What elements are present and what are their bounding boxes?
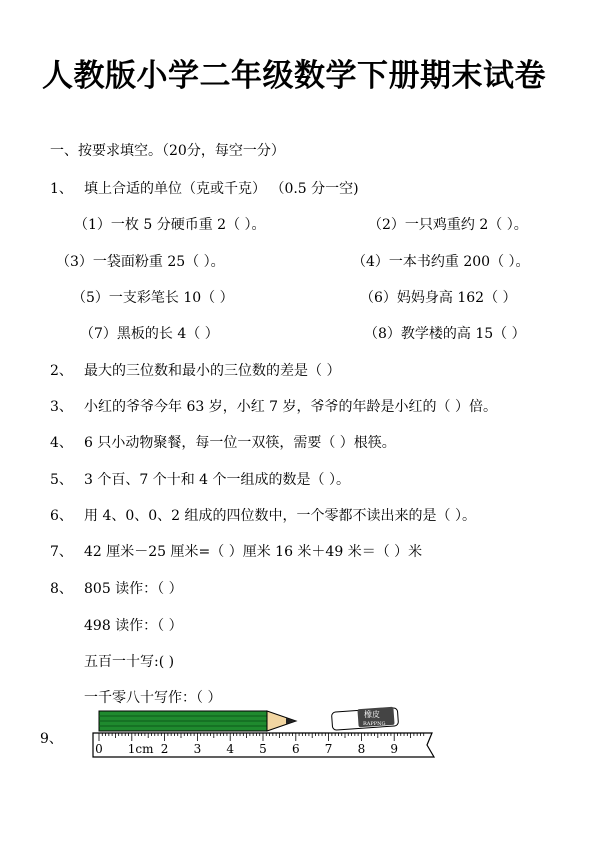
q6-text: 用 4、0、0、2 组成的四位数中，一个零都不读出来的是（ ）。 [84, 508, 476, 524]
ruler-label: 1cm [127, 742, 154, 756]
q6-number: 6、 [50, 508, 73, 524]
q8-item-4: 一千零八十写作：（ ） [84, 690, 222, 706]
q1-item-8: （8）教学楼的高 15（ ） [364, 326, 526, 342]
q1-item-5: （5）一支彩笔长 10（ ） [72, 290, 234, 306]
eraser-text: 橡皮 [364, 710, 380, 719]
q3-number: 3、 [50, 399, 73, 415]
ruler-label: 8 [357, 742, 366, 756]
ruler-label: 9 [390, 742, 399, 756]
q7-number: 7、 [50, 544, 73, 560]
eraser-icon [331, 707, 398, 731]
q5-text: 3 个百、7 个十和 4 个一组成的数是（ ）。 [84, 472, 350, 488]
q1-item-6: （6）妈妈身高 162（ ） [360, 290, 517, 306]
section-heading: 一、按要求填空。（20分，每空一分） [50, 143, 285, 159]
q1-item-3: （3）一袋面粉重 25（ ）。 [56, 254, 225, 270]
q3-text: 小红的爷爷今年 63 岁，小红 7 岁，爷爷的年龄是小红的（ ）倍。 [84, 399, 497, 415]
q1-text: 填上合适的单位（克或千克） （0.5 分一空) [84, 181, 359, 197]
ruler-label: 5 [259, 742, 267, 756]
ruler-label: 3 [193, 742, 202, 756]
q8-item-1: 805 读作：（ ） [84, 581, 183, 597]
q9-number: 9、 [40, 731, 63, 747]
q8-item-3: 五百一十写:( ) [84, 654, 175, 670]
q2-number: 2、 [50, 363, 73, 379]
q1-item-7: （7）黑板的长 4（ ） [80, 326, 219, 342]
q4-text: 6 只小动物聚餐，每一位一双筷，需要（ ）根筷。 [84, 435, 396, 451]
q2-text: 最大的三位数和最小的三位数的差是（ ） [84, 363, 341, 379]
q8-number: 8、 [50, 581, 73, 597]
q1-item-1: （1）一枚 5 分硬币重 2（ ）。 [74, 217, 266, 233]
ruler-label: 6 [291, 742, 300, 756]
q7-text: 42 厘米－25 厘米=（ ）厘米 16 米＋49 米＝（ ）米 [84, 544, 423, 560]
ruler-label: 2 [160, 742, 169, 756]
q5-number: 5、 [50, 472, 73, 488]
page-title: 人教版小学二年级数学下册期末试卷 [42, 58, 546, 94]
ruler-label: 4 [226, 742, 235, 756]
q8-item-2: 498 读作：（ ） [84, 618, 183, 634]
ruler-label: 7 [324, 742, 333, 756]
q1-number: 1、 [50, 181, 73, 197]
q1-item-2: （2）一只鸡重约 2（ ）。 [368, 217, 528, 233]
q1-item-4: （4）一本书约重 200（ ）。 [352, 254, 530, 270]
pencil-icon [99, 711, 296, 731]
ruler-label: 0 [95, 742, 103, 756]
eraser-subtext: RAPPNG [363, 721, 386, 727]
q4-number: 4、 [50, 435, 73, 451]
